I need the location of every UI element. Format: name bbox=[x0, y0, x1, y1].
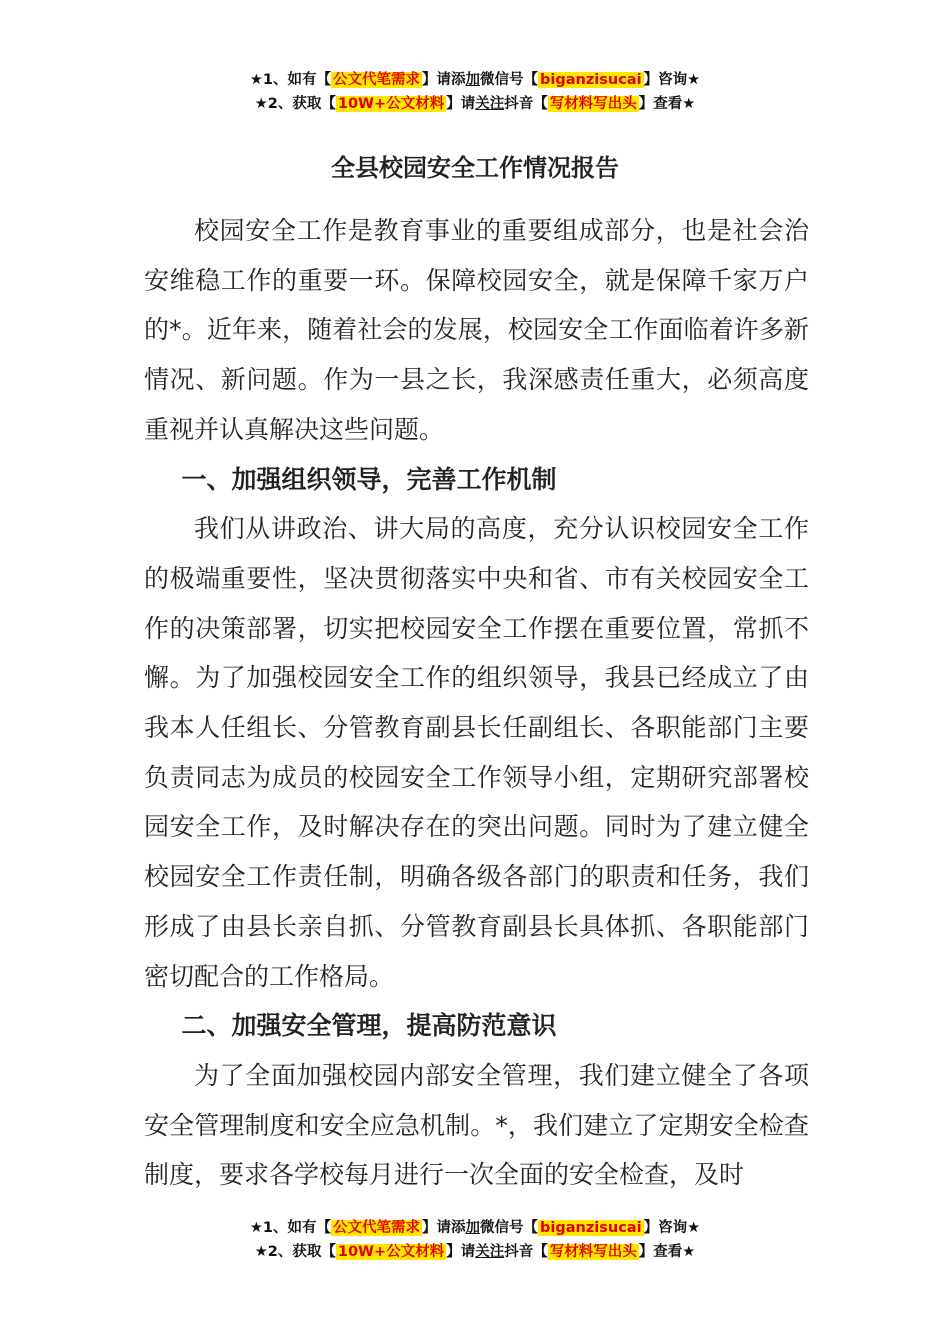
promo-line-2 bbox=[0, 1240, 950, 1264]
promo-highlight: 写材料写出头 bbox=[549, 1244, 637, 1260]
promo-text: 微信号【 bbox=[480, 1220, 539, 1236]
header-promo-banner bbox=[0, 68, 950, 116]
promo-underline: 加 bbox=[465, 72, 481, 88]
promo-highlight: 10W+公文材料 bbox=[337, 96, 445, 112]
promo-text: 】查看★ bbox=[638, 96, 696, 112]
section-heading-1: 一、加强组织领导，完善工作机制 bbox=[181, 464, 557, 494]
promo-highlight: biganzisucai bbox=[540, 1220, 642, 1236]
document-title: 全县校园安全工作情况报告 bbox=[331, 154, 619, 182]
footer-promo-banner bbox=[0, 1216, 950, 1264]
section-paragraph-2: 为了全面加强校园内部安全管理，我们建立健全了各项安全管理制度和安全应急机制。*，我们建立了定期安全检查制度，要求各学校每月进行一次全面的安全检查，及时 bbox=[144, 1060, 809, 1190]
document-body bbox=[144, 206, 809, 1200]
promo-text: 】咨询★ bbox=[643, 72, 701, 88]
promo-text: 】请 bbox=[446, 1244, 476, 1260]
promo-underline: 关注 bbox=[475, 96, 505, 112]
promo-highlight: 写材料写出头 bbox=[549, 96, 637, 112]
promo-highlight: 公文代笔需求 bbox=[333, 72, 421, 88]
promo-line-1 bbox=[0, 68, 950, 92]
promo-text: 】请添 bbox=[422, 1220, 466, 1236]
promo-underline: 关注 bbox=[475, 1244, 505, 1260]
promo-text: 抖音【 bbox=[504, 96, 548, 112]
section-paragraph-1: 我们从讲政治、讲大局的高度，充分认识校园安全工作的极端重要性，坚决贯彻落实中央和省、市有关校园安全工作的决策部署，切实把校园安全工作摆在重要位置，常抓不懈。为了加强校园安全工作的组织领导，我县已经成立了由我本人任组长、分管教育副县长任副组长、各职能部门主要负责同志为成员的校园安全工作领导小组，定期研究部署校园安全工作，及时解决存在的突出问题。同时为了建立健全校园安全工作责任制，明确各级各部门的职责和任务，我们形成了由县长亲自抓、分管教育副县长具体抓、各职能部门密切配合的工作格局。 bbox=[144, 514, 809, 991]
promo-underline: 加 bbox=[465, 1220, 481, 1236]
promo-text: 抖音【 bbox=[504, 1244, 548, 1260]
promo-text: 】请添 bbox=[422, 72, 466, 88]
promo-highlight: 公文代笔需求 bbox=[333, 1220, 421, 1236]
promo-text: ★2、获取【 bbox=[254, 96, 336, 112]
promo-text: ★1、如有【 bbox=[249, 72, 332, 88]
promo-text: 】请 bbox=[446, 96, 476, 112]
promo-highlight: biganzisucai bbox=[540, 72, 642, 88]
promo-text: 】查看★ bbox=[638, 1244, 696, 1260]
promo-text: ★1、如有【 bbox=[249, 1220, 332, 1236]
promo-highlight: 10W+公文材料 bbox=[337, 1244, 445, 1260]
promo-text: 微信号【 bbox=[480, 72, 539, 88]
section-heading-2: 二、加强安全管理，提高防范意识 bbox=[181, 1011, 557, 1041]
promo-text: 】咨询★ bbox=[643, 1220, 701, 1236]
promo-line-1 bbox=[0, 1216, 950, 1240]
promo-line-2 bbox=[0, 92, 950, 116]
intro-paragraph: 校园安全工作是教育事业的重要组成部分，也是社会治安维稳工作的重要一环。保障校园安全，就是保障千家万户的*。近年来，随着社会的发展，校园安全工作面临着许多新情况、新问题。作为一县之长，我深感责任重大，必须高度重视并认真解决这些问题。 bbox=[144, 216, 809, 444]
promo-text: ★2、获取【 bbox=[254, 1244, 336, 1260]
